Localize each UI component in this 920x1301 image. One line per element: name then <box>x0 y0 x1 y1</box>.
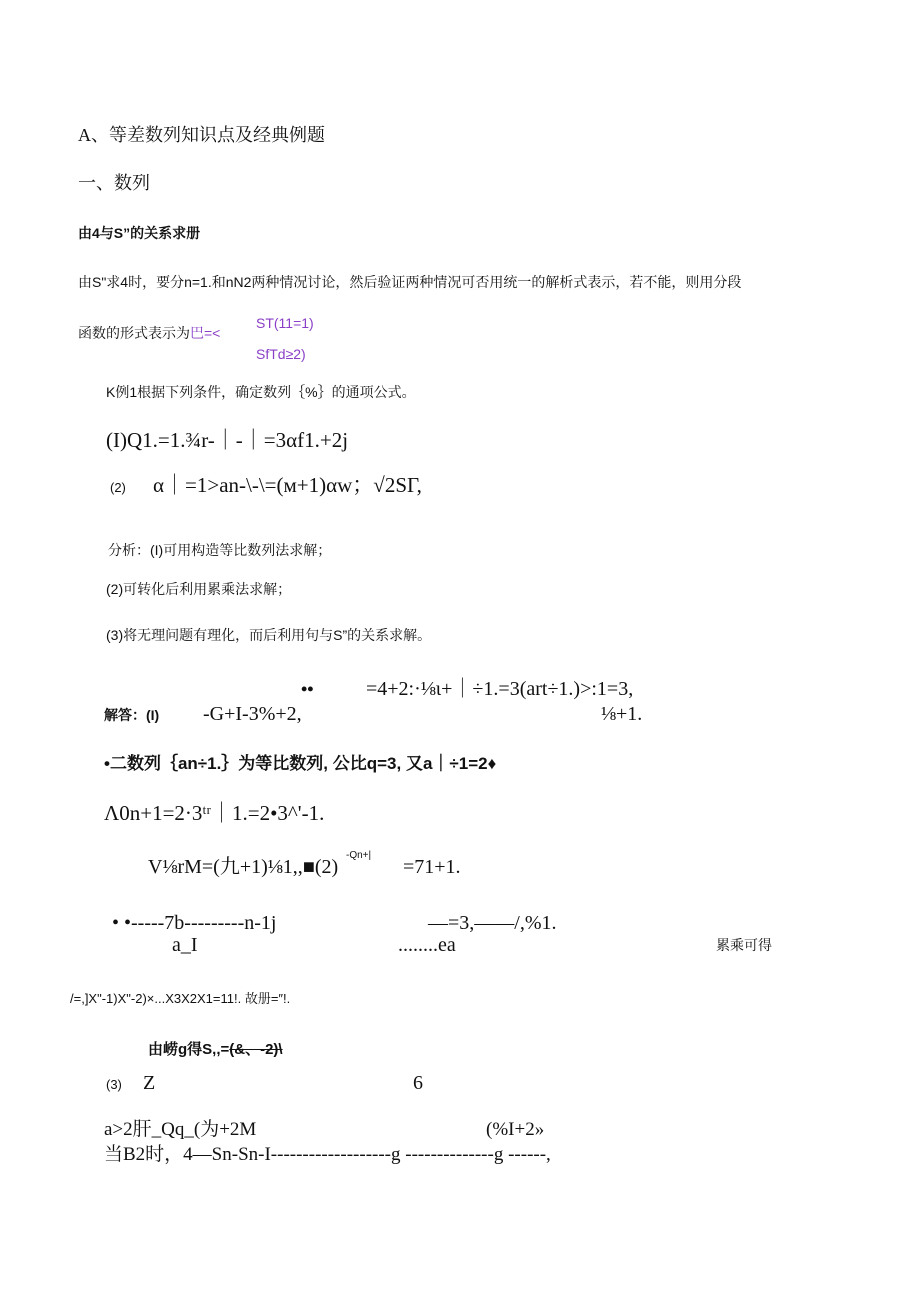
solution-denominator: a_I <box>172 934 198 956</box>
solution-eq-right: ⅛+1. <box>601 703 643 725</box>
example-eq-2: α｜=1>an-\-\=(м+1)αw；√2SΓ, <box>153 473 422 497</box>
piecewise-case-1: ST(11=1) <box>256 315 314 331</box>
solution-thus-text: 由崂g得S,,= <box>148 1041 230 1058</box>
solution-a2-line: a>2肝_Qq_(为+2M <box>104 1119 257 1140</box>
solution-dots-ea: ........ea <box>398 934 456 956</box>
solution-thus-strike: (&、-2)\ <box>229 1041 283 1058</box>
solution-v-superscript: -Qn+| <box>346 850 372 861</box>
solution-a2-right: (%I+2» <box>486 1119 545 1140</box>
example-title: K例1根据下列条件，确定数列｛%｝的通项公式。 <box>106 384 416 400</box>
example-eq-2-label: (2) <box>110 480 126 495</box>
solution-label: 解答：(I) <box>104 707 160 723</box>
intro-line-1: 由S"求4时，要分n=1.和nN2两种情况讨论，然后验证两种情况可否用统一的解析式表示，若不能，则用分段 <box>78 274 742 290</box>
analysis-line-3: (3)将无理问题有理化，而后利用句与S”的关系求解。 <box>106 627 432 643</box>
intro-line-2-prefix: 函数的形式表示为 <box>78 325 190 341</box>
solution-v-line: V⅛rM=(九+1)⅛1,,■(2) <box>148 856 339 878</box>
analysis-line-2: (2)可转化后利用累乘法求解； <box>106 581 292 597</box>
solution-product-line: /=,]X"-1)X"-2)×...X3X2X1=11!. 故册=″!. <box>70 991 291 1006</box>
solution-ratio-line: •二数列｛an÷1.｝为等比数列, 公比q=3, 又a｜÷1=2♦ <box>104 754 497 773</box>
solution-label-3: (3) <box>106 1077 122 1092</box>
solution-dash-right: —=3,——/,%1. <box>428 912 557 934</box>
solution-lambda-line: Λ0n+1=2·3ᵗʳ｜1.=2•3^'-1. <box>104 801 325 825</box>
analysis-line-1: 分析：(I)可用构造等比数列法求解； <box>108 542 332 558</box>
solution-last-line: 当B2时，4—Sn-Sn-I-------------------g --------------g ------, <box>104 1144 551 1165</box>
solution-six: 6 <box>413 1072 423 1094</box>
subsection-heading: 由4与S”的关系求册 <box>78 225 201 241</box>
solution-z: Z <box>143 1072 156 1094</box>
section-heading: 一、数列 <box>78 173 150 193</box>
solution-note: 累乘可得 <box>716 937 772 953</box>
solution-dots: •• <box>301 679 314 699</box>
solution-v-right: =71+1. <box>403 856 461 878</box>
example-eq-1: (I)Q1.=1.¾r-｜-｜=3αf1.+2j <box>106 428 349 452</box>
intro-line-2 <box>78 326 220 340</box>
piecewise-case-2: SfTd≥2) <box>256 346 306 362</box>
solution-thus-line <box>148 1042 283 1057</box>
solution-dash-line: • •-----7b---------n-1j <box>112 912 277 934</box>
solution-eq-top: =4+2:·⅛ι+｜÷1.=3(art÷1.)>:1=3, <box>366 678 634 700</box>
piecewise-brace: 巴=< <box>190 325 221 341</box>
doc-title: A、等差数列知识点及经典例题 <box>78 125 325 145</box>
solution-eq-mid: -G+I-3%+2, <box>203 703 302 725</box>
